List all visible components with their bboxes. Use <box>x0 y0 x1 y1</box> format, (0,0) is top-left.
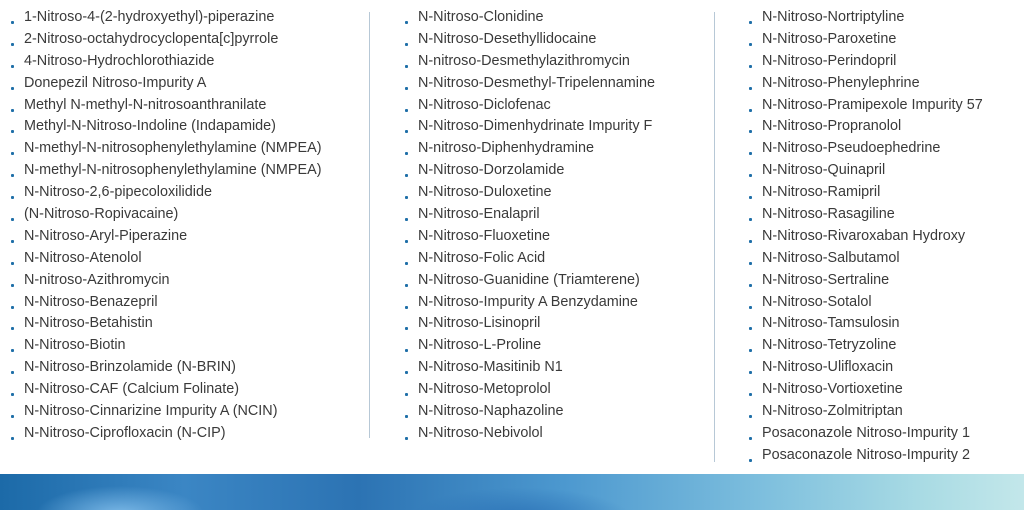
list-item <box>11 313 322 335</box>
bullet-icon <box>749 393 752 396</box>
list-item <box>11 51 322 73</box>
bullet-icon <box>749 327 752 330</box>
list-item <box>405 357 655 379</box>
bullet-icon <box>11 87 14 90</box>
list-item <box>405 270 655 292</box>
bullet-icon <box>405 240 408 243</box>
list-item <box>749 335 983 357</box>
compound-name: N-Nitroso-Sotalol <box>762 293 872 310</box>
bullet-icon <box>405 43 408 46</box>
list-item <box>11 204 322 226</box>
bullet-icon <box>405 65 408 68</box>
compound-name: N-Nitroso-Ulifloxacin <box>762 359 894 376</box>
compound-name: N-nitroso-Azithromycin <box>24 271 170 288</box>
list-item <box>11 182 322 204</box>
bullet-icon <box>11 152 14 155</box>
compound-name: 4-Nitroso-Hydrochlorothiazide <box>24 52 215 69</box>
compound-name: N-Nitroso-Naphazoline <box>418 403 564 420</box>
compound-column-1 <box>11 7 322 445</box>
list-item <box>749 73 983 95</box>
bullet-icon <box>749 174 752 177</box>
list-item <box>749 401 983 423</box>
decorative-footer-banner <box>0 474 1024 510</box>
compound-name: N-Nitroso-Rivaroxaban Hydroxy <box>762 227 966 244</box>
list-item <box>405 51 655 73</box>
compound-name: Posaconazole Nitroso-Impurity 2 <box>762 446 970 463</box>
column-divider <box>369 12 370 438</box>
compound-name: N-Nitroso-Biotin <box>24 337 126 354</box>
list-item <box>11 401 322 423</box>
bullet-icon <box>749 284 752 287</box>
list-item <box>11 423 322 445</box>
compound-name: N-Nitroso-Quinapril <box>762 162 886 179</box>
compound-name: N-Nitroso-Betahistin <box>24 315 153 332</box>
bullet-icon <box>11 65 14 68</box>
bullet-icon <box>749 65 752 68</box>
compound-name: N-Nitroso-Atenolol <box>24 249 142 266</box>
compound-name: N-Nitroso-Perindopril <box>762 52 897 69</box>
list-item <box>749 313 983 335</box>
bullet-icon <box>405 174 408 177</box>
compound-name: Posaconazole Nitroso-Impurity 1 <box>762 424 970 441</box>
list-item <box>405 313 655 335</box>
list-item <box>405 95 655 117</box>
list-item <box>749 138 983 160</box>
bullet-icon <box>11 43 14 46</box>
bullet-icon <box>11 174 14 177</box>
bullet-icon <box>749 349 752 352</box>
compound-name: N-Nitroso-Zolmitriptan <box>762 403 903 420</box>
list-item <box>405 248 655 270</box>
bullet-icon <box>405 306 408 309</box>
list-item <box>11 29 322 51</box>
list-item <box>405 182 655 204</box>
compound-name: N-Nitroso-Duloxetine <box>418 184 552 201</box>
list-item <box>11 357 322 379</box>
compound-name: N-Nitroso-Cinnarizine Impurity A (NCIN) <box>24 403 278 420</box>
compound-name: N-Nitroso-Benazepril <box>24 293 158 310</box>
compound-name: N-Nitroso-Impurity A Benzydamine <box>418 293 638 310</box>
compound-name: Methyl N-methyl-N-nitrosoanthranilate <box>24 96 267 113</box>
bullet-icon <box>749 43 752 46</box>
compound-name: N-Nitroso-Tetryzoline <box>762 337 897 354</box>
list-item <box>749 226 983 248</box>
compound-name: N-Nitroso-2,6-pipecoloxilidide <box>24 184 212 201</box>
compound-name: N-Nitroso-Lisinopril <box>418 315 541 332</box>
compound-name: N-Nitroso-Masitinib N1 <box>418 359 563 376</box>
list-item <box>405 7 655 29</box>
compound-column-2 <box>405 7 655 445</box>
compound-name: N-nitroso-Desmethylazithromycin <box>418 52 630 69</box>
list-item <box>11 226 322 248</box>
compound-name: N-Nitroso-Vortioxetine <box>762 381 903 398</box>
bullet-icon <box>11 349 14 352</box>
bullet-icon <box>405 87 408 90</box>
compound-name: N-Nitroso-Propranolol <box>762 118 902 135</box>
bullet-icon <box>749 21 752 24</box>
bullet-icon <box>405 218 408 221</box>
bullet-icon <box>11 109 14 112</box>
bullet-icon <box>11 437 14 440</box>
bullet-icon <box>749 262 752 265</box>
compound-name: 2-Nitroso-octahydrocyclopenta[c]pyrrole <box>24 30 279 47</box>
bullet-icon <box>405 196 408 199</box>
list-item <box>11 116 322 138</box>
list-item <box>405 116 655 138</box>
compound-name: N-Nitroso-Ciprofloxacin (N-CIP) <box>24 424 226 441</box>
bullet-icon <box>749 306 752 309</box>
list-item <box>405 138 655 160</box>
compound-name: N-Nitroso-Guanidine (Triamterene) <box>418 271 640 288</box>
bullet-icon <box>405 284 408 287</box>
compound-name: N-Nitroso-Folic Acid <box>418 249 546 266</box>
list-item <box>11 138 322 160</box>
bullet-icon <box>749 87 752 90</box>
compound-name: N-Nitroso-Ramipril <box>762 184 881 201</box>
bullet-icon <box>749 218 752 221</box>
bullet-icon <box>749 109 752 112</box>
bullet-icon <box>749 371 752 374</box>
bullet-icon <box>749 459 752 462</box>
bullet-icon <box>11 393 14 396</box>
bullet-icon <box>749 196 752 199</box>
compound-name: N-nitroso-Diphenhydramine <box>418 140 594 157</box>
list-item <box>405 29 655 51</box>
bullet-icon <box>405 109 408 112</box>
compound-name: N-Nitroso-Enalapril <box>418 206 540 223</box>
compound-name: N-Nitroso-L-Proline <box>418 337 542 354</box>
compound-name: N-Nitroso-Paroxetine <box>762 30 897 47</box>
bullet-icon <box>11 371 14 374</box>
list-item <box>749 7 983 29</box>
bullet-icon <box>405 415 408 418</box>
compound-name: N-Nitroso-Aryl-Piperazine <box>24 227 188 244</box>
bullet-icon <box>11 196 14 199</box>
bullet-icon <box>405 371 408 374</box>
list-item <box>749 379 983 401</box>
bullet-icon <box>749 152 752 155</box>
compound-name: N-Nitroso-CAF (Calcium Folinate) <box>24 381 240 398</box>
compound-name: Methyl-N-Nitroso-Indoline (Indapamide) <box>24 118 276 135</box>
list-item <box>405 401 655 423</box>
compound-name: N-methyl-N-nitrosophenylethylamine (NMPEA) <box>24 140 322 157</box>
bullet-icon <box>405 437 408 440</box>
list-item <box>405 335 655 357</box>
compound-name: N-Nitroso-Clonidine <box>418 9 544 25</box>
list-item <box>749 423 983 445</box>
bullet-icon <box>749 437 752 440</box>
list-item <box>749 116 983 138</box>
list-item <box>749 29 983 51</box>
compound-name: N-Nitroso-Dorzolamide <box>418 162 565 179</box>
compound-name: N-Nitroso-Brinzolamide (N-BRIN) <box>24 359 236 376</box>
bullet-icon <box>405 327 408 330</box>
compound-name: N-Nitroso-Fluoxetine <box>418 227 550 244</box>
bullet-icon <box>11 130 14 133</box>
list-item <box>405 292 655 314</box>
compound-name: N-Nitroso-Nebivolol <box>418 424 543 441</box>
bullet-icon <box>749 415 752 418</box>
compound-name: N-Nitroso-Diclofenac <box>418 96 551 113</box>
list-item <box>405 204 655 226</box>
bullet-icon <box>749 130 752 133</box>
compound-name: N-Nitroso-Desethyllidocaine <box>418 30 597 47</box>
list-item <box>749 248 983 270</box>
compound-name: N-Nitroso-Dimenhydrinate Impurity F <box>418 118 653 135</box>
list-item <box>749 445 983 467</box>
list-item <box>749 292 983 314</box>
list-item <box>11 73 322 95</box>
list-item <box>405 379 655 401</box>
compound-name: (N-Nitroso-Ropivacaine) <box>24 206 179 223</box>
bullet-icon <box>405 152 408 155</box>
list-item <box>749 160 983 182</box>
compound-name: Donepezil Nitroso-Impurity A <box>24 74 207 91</box>
list-item <box>749 204 983 226</box>
list-item <box>405 226 655 248</box>
compound-name: N-Nitroso-Pramipexole Impurity 57 <box>762 96 983 113</box>
list-item <box>11 379 322 401</box>
bullet-icon <box>11 415 14 418</box>
bullet-icon <box>11 262 14 265</box>
compound-name: 1-Nitroso-4-(2-hydroxyethyl)-piperazine <box>24 9 275 25</box>
compound-column-3 <box>749 7 983 467</box>
list-item <box>11 270 322 292</box>
bullet-icon <box>11 240 14 243</box>
list-item <box>405 160 655 182</box>
list-item <box>749 357 983 379</box>
bullet-icon <box>405 21 408 24</box>
bullet-icon <box>749 240 752 243</box>
list-item <box>749 182 983 204</box>
bullet-icon <box>11 284 14 287</box>
bullet-icon <box>405 130 408 133</box>
column-divider <box>714 12 715 462</box>
compound-name: N-Nitroso-Sertraline <box>762 271 890 288</box>
list-item <box>749 270 983 292</box>
list-item <box>11 160 322 182</box>
bullet-icon <box>405 393 408 396</box>
bullet-icon <box>11 218 14 221</box>
compound-name: N-Nitroso-Pseudoephedrine <box>762 140 941 157</box>
list-item <box>11 95 322 117</box>
compound-name: N-Nitroso-Desmethyl-Tripelennamine <box>418 74 655 91</box>
compound-name: N-Nitroso-Phenylephrine <box>762 74 920 91</box>
bullet-icon <box>11 306 14 309</box>
bullet-icon <box>405 262 408 265</box>
list-item <box>11 7 322 29</box>
compound-name: N-Nitroso-Salbutamol <box>762 249 900 266</box>
compound-name: N-Nitroso-Metoprolol <box>418 381 551 398</box>
list-item <box>405 423 655 445</box>
compound-name: N-Nitroso-Tamsulosin <box>762 315 900 332</box>
list-item <box>405 73 655 95</box>
list-item <box>749 51 983 73</box>
bullet-icon <box>405 349 408 352</box>
list-item <box>11 248 322 270</box>
compound-name: N-Nitroso-Rasagiline <box>762 206 895 223</box>
list-item <box>11 335 322 357</box>
compound-name: N-Nitroso-Nortriptyline <box>762 9 905 25</box>
compound-name: N-methyl-N-nitrosophenylethylamine (NMPEA) <box>24 162 322 179</box>
bullet-icon <box>11 327 14 330</box>
list-item <box>749 95 983 117</box>
list-item <box>11 292 322 314</box>
bullet-icon <box>11 21 14 24</box>
